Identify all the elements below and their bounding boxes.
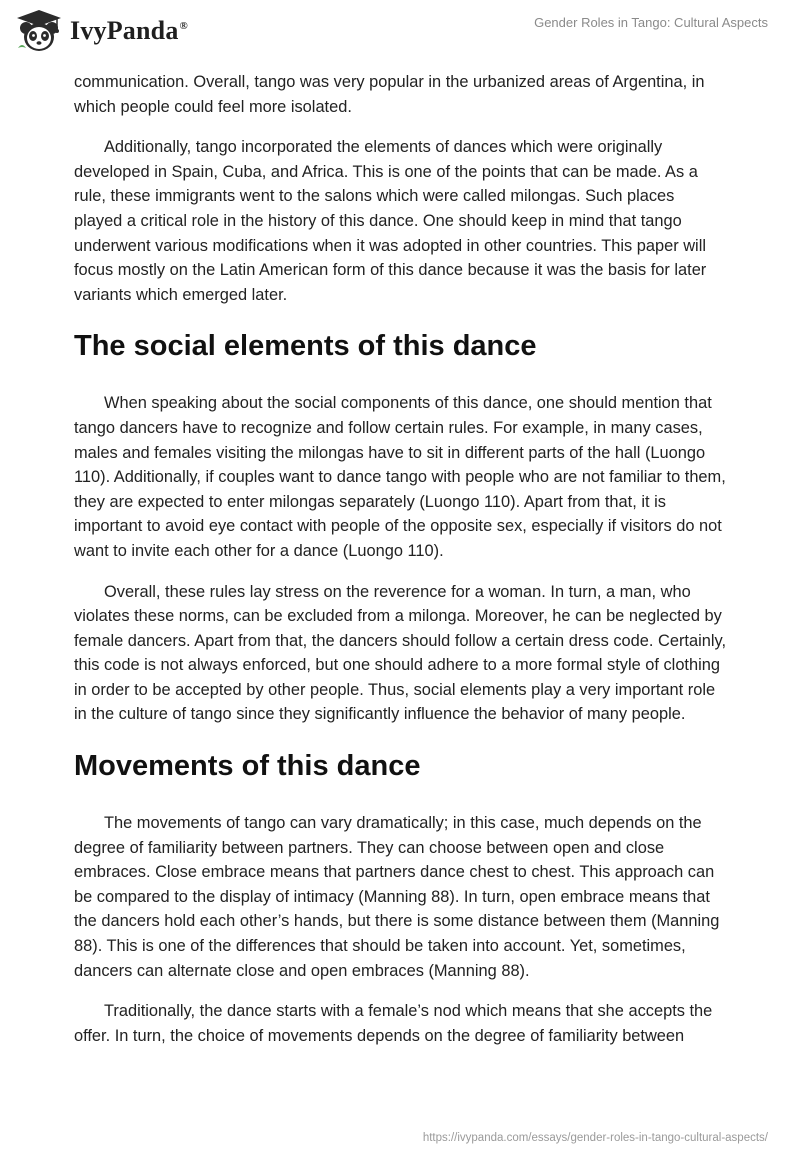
- paragraph: The movements of tango can vary dramatically; in this case, much depends on the degree of familiarity between partners. They can choose between open and close embraces. Close embrace means that partners dance chest to chest. This approach can be compared to the display of intimacy (Manning 88). In turn, open embrace means that the dancers hold each other’s hands, but there is some distance between them (Manning 88). This is one of the differences that should be taken into account. Yet, sometimes, dancers can alternate close and open embraces (Manning 88).: [74, 814, 720, 980]
- panda-graduate-icon: [14, 8, 64, 54]
- paragraph: Additionally, tango incorporated the elements of dances which were originally developed in Spain, Cuba, and Africa. This is one of the points that can be made. As a rule, these immigrants went to the salons which were called milongas. Such places played a critical role in the history of this dance. One should keep in mind that tango underwent various modifications when it was adopted in other countries. This paper will focus mostly on the Latin American form of this dance because it was the basis for later variants which emerged later.: [74, 138, 707, 304]
- paragraph: Overall, these rules lay stress on the reverence for a woman. In turn, a man, who violates these norms, can be excluded from a milonga. Moreover, he can be neglected by female dancers. Apart from that, the dancers should follow a certain dress code. Certainly, this code is not always enforced, but one should adhere to a more formal style of clothing in order to be accepted by other people. Thus, social elements play a very important role in the culture of tango since they significantly influence the behavior of many people.: [74, 582, 727, 724]
- page-header: [0, 0, 800, 70]
- section-heading: Movements of this dance: [74, 750, 421, 783]
- section-heading: The social elements of this dance: [74, 330, 537, 363]
- source-url[interactable]: https://ivypanda.com/essays/gender-roles-in-tango-cultural-aspects/: [422, 1132, 768, 1144]
- paragraph: Traditionally, the dance starts with a female’s nod which means that she accepts the offer. In turn, the choice of movements depends on the degree of familiarity between: [74, 1002, 713, 1045]
- paragraph: When speaking about the social components of this dance, one should mention that tango dancers have to recognize and follow certain rules. For example, in many cases, males and females visiting the milongas have to sit in different parts of the hall (Luongo 110). Additionally, if couples want to dance tango with people who are not familiar to them, they are expected to enter milongas separately (Luongo 110). Apart from that, it is important to avoid eye contact with people of the opposite sex, especially if visitors do not want to invite each other for a dance (Luongo 110).: [74, 394, 726, 560]
- ivypanda-logo[interactable]: [14, 8, 188, 54]
- paragraph: communication. Overall, tango was very popular in the urbanized areas of Argentina, in which people could feel more isolated.: [74, 73, 705, 116]
- running-title: Gender Roles in Tango: Cultural Aspects: [534, 15, 768, 30]
- logo-wordmark: IvyPanda®: [70, 16, 188, 45]
- article-body: [74, 70, 726, 1064]
